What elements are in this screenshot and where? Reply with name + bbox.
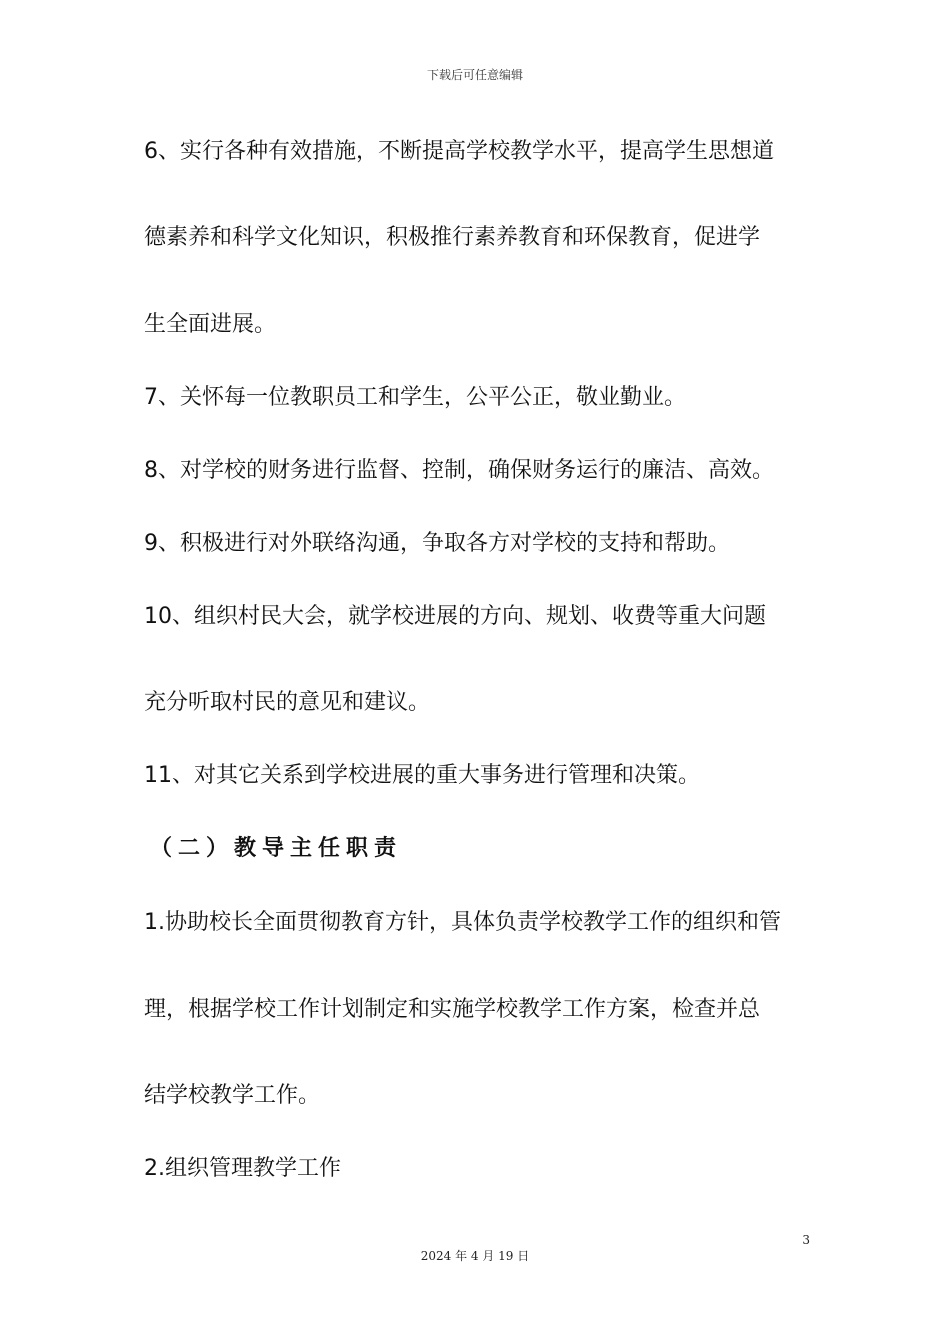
- body-line: 9、积极进行对外联络沟通，争取各方对学校的支持和帮助。: [144, 531, 730, 556]
- section-line: 结学校教学工作。: [144, 1083, 321, 1108]
- section-line: 2.组织管理教学工作: [144, 1156, 341, 1181]
- body-line: 6、实行各种有效措施，不断提高学校教学水平，提高学生思想道: [144, 139, 774, 164]
- footer-date: 2024 年 4 月 19 日: [420, 1249, 530, 1263]
- body-line: 7、关怀每一位教职员工和学生，公平公正，敬业勤业。: [144, 385, 686, 410]
- section-line: 理，根据学校工作计划制定和实施学校教学工作方案，检查并总: [144, 997, 761, 1022]
- page-header: 下载后可任意编辑: [426, 68, 523, 82]
- body-line: 充分听取村民的意见和建议。: [144, 690, 431, 715]
- body-line: 生全面进展。: [144, 312, 277, 337]
- body-line: 11、对其它关系到学校进展的重大事务进行管理和决策。: [144, 763, 700, 788]
- section-heading: （二）教导主任职责: [150, 836, 403, 861]
- body-line: 8、对学校的财务进行监督、控制，确保财务运行的廉洁、高效。: [144, 458, 774, 483]
- section-line: 1.协助校长全面贯彻教育方针，具体负责学校教学工作的组织和管: [144, 910, 781, 935]
- body-line: 10、组织村民大会，就学校进展的方向、规划、收费等重大问题: [144, 604, 766, 629]
- body-line: 德素养和科学文化知识，积极推行素养教育和环保教育，促进学: [144, 225, 761, 250]
- page-number: 3: [802, 1233, 810, 1247]
